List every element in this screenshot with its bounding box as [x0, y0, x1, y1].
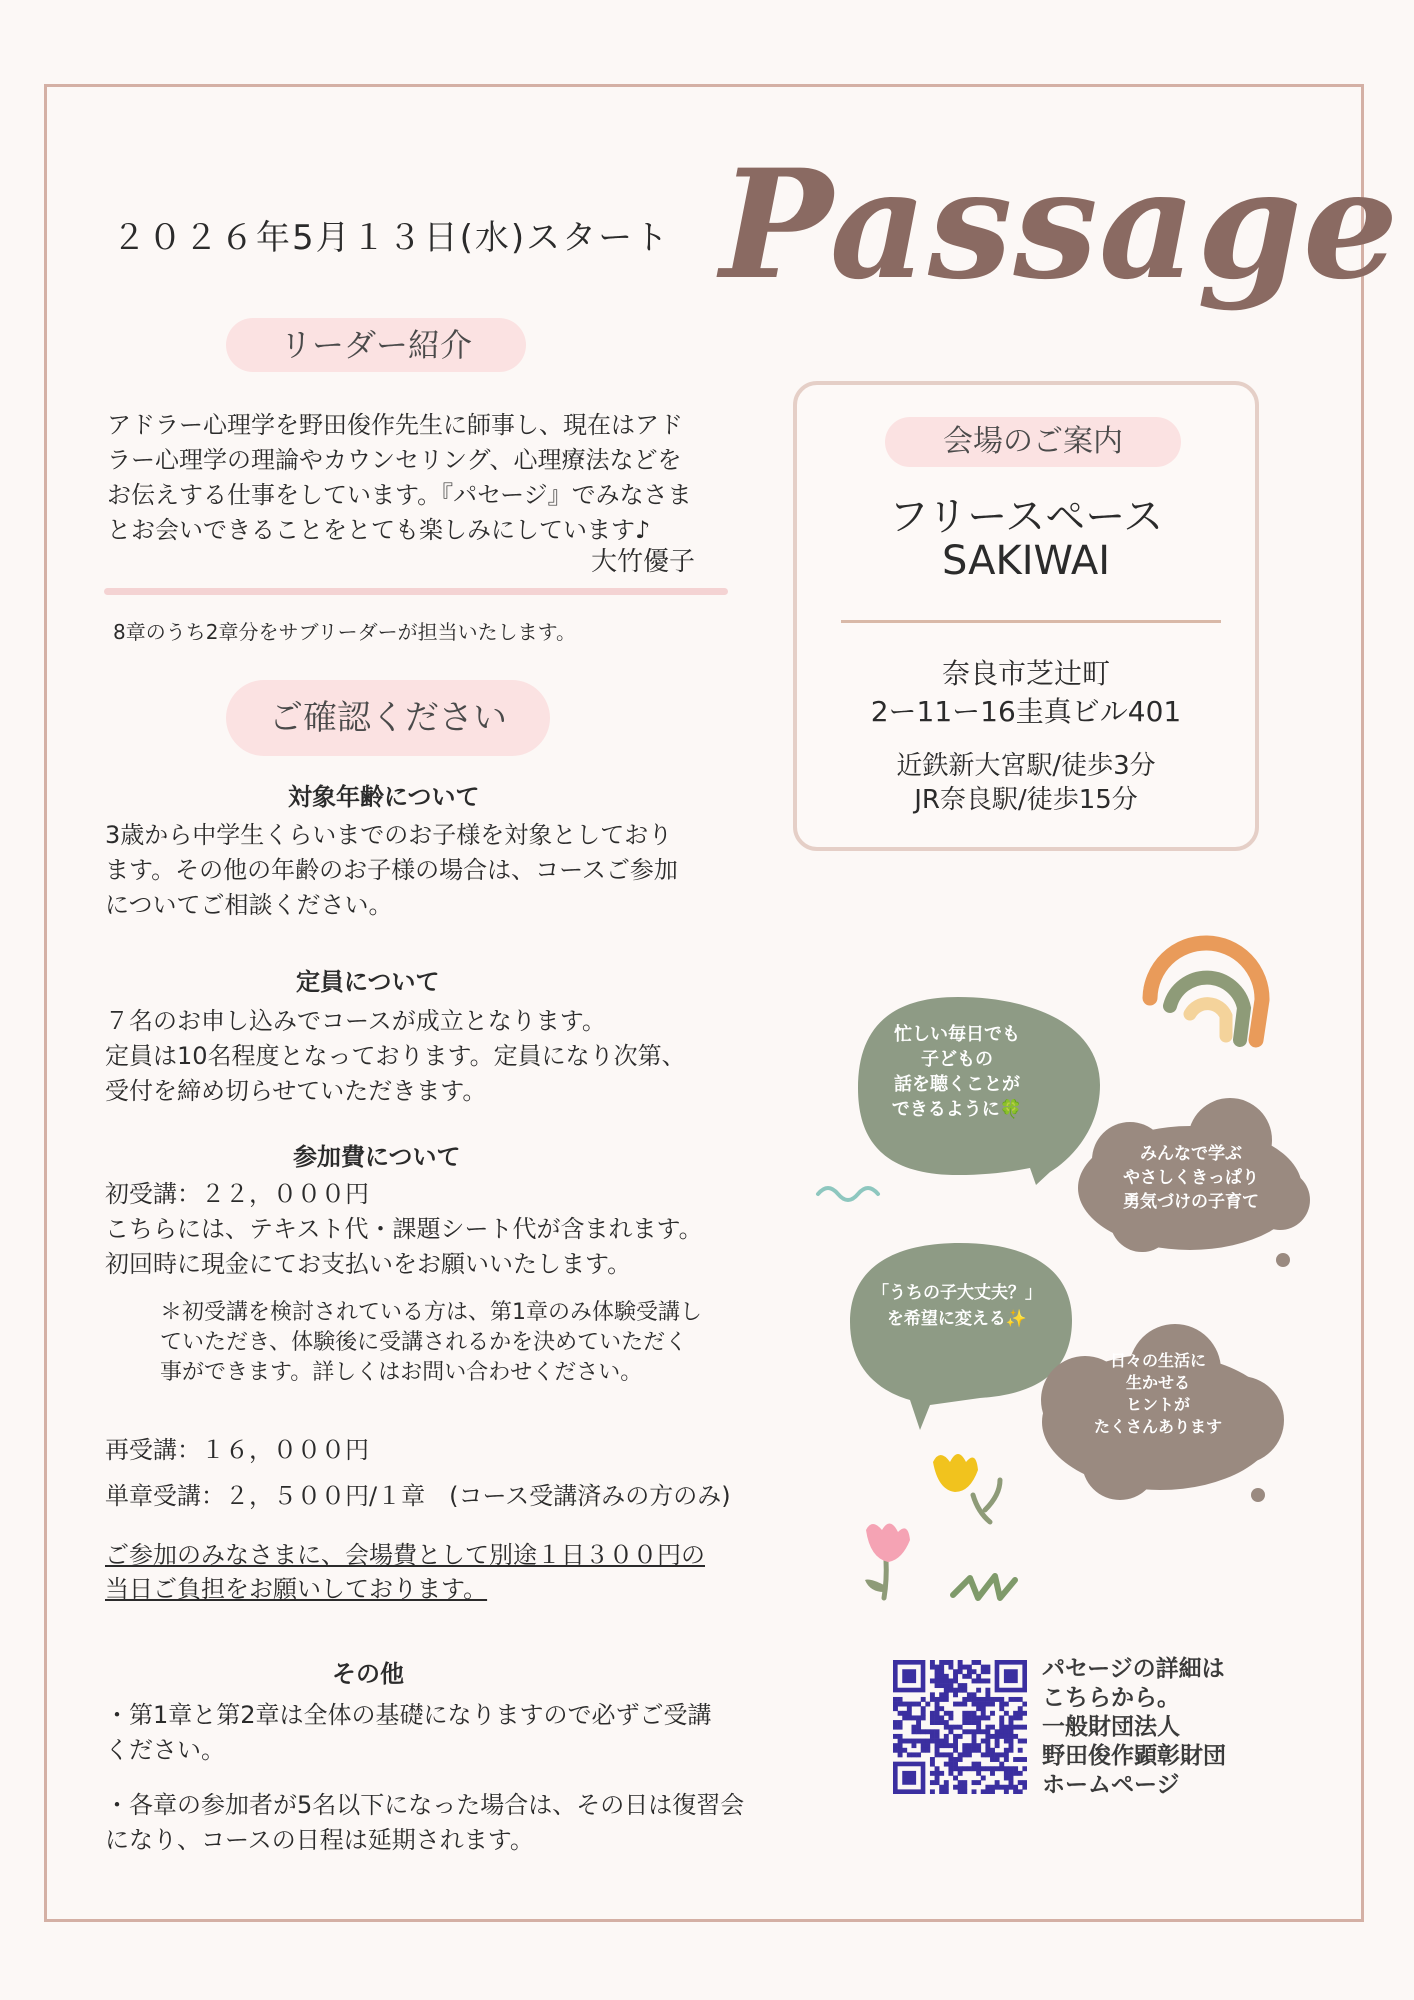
bubble-text-line: 話を聴くことが: [894, 1074, 1020, 1095]
leader-intro-line: ラー心理学の理論やカウンセリング、心理療法などを: [107, 446, 682, 474]
bubble-text-line: たくさんあります: [1093, 1417, 1222, 1436]
capacity-line: 定員は10名程度となっております。定員になり次第、: [105, 1042, 686, 1070]
bubble-text-line: 「うちの子大丈夫？」: [872, 1283, 1042, 1303]
squiggle-icon: [818, 1188, 878, 1200]
leader-intro-line: お伝えする仕事をしています。『パセージ』でみなさま: [107, 481, 692, 509]
sub-leader-note: 8章のうち2章分をサブリーダーが担当いたします。: [113, 620, 577, 644]
bubble-text-line: 忙しい毎日でも: [894, 1024, 1020, 1045]
bubble-text-line: ヒントが: [1125, 1395, 1190, 1414]
bubble-text-line: 子どもの: [921, 1049, 993, 1070]
qr-code-icon[interactable]: [893, 1660, 1027, 1794]
leader-name: 大竹優子: [591, 547, 696, 577]
bubble-text-line: みんなで学ぶ: [1140, 1144, 1242, 1164]
leader-intro-line: とお会いできることをとても楽しみにしています♪: [107, 516, 651, 544]
venue-access-line: JR奈良駅/徒歩15分: [914, 785, 1138, 815]
speech-bubble-icon: [850, 1243, 1072, 1430]
capacity-line: 受付を締め切らせていただきます。: [105, 1077, 487, 1105]
single-chapter-fee: 単章受講：２，５００円/１章 (コース受講済みの方のみ): [105, 1482, 731, 1510]
trial-note-line: ＊初受講を検討されている方は、第1章のみ体験受講し: [160, 1300, 702, 1325]
age-line: ます。その他の年齢のお子様の場合は、コースご参加: [105, 856, 678, 884]
bubble-text: [862, 1022, 1052, 1122]
venue-address-line: 2ー11ー16圭真ビル401: [870, 695, 1182, 728]
fee-heading: 参加費について: [293, 1143, 461, 1171]
page-title: Passage: [720, 137, 1400, 313]
fee-line: こちらには、テキスト代・課題シート代が含まれます。: [105, 1215, 703, 1243]
venue-name-line: SAKIWAI: [941, 538, 1111, 584]
bubble-text-line: を希望に変える✨: [886, 1309, 1028, 1329]
bubble-text: [847, 1280, 1067, 1332]
confirm-heading: ご確認ください: [226, 680, 550, 756]
venue-fee-line: ご参加のみなさまに、会場費として別途１日３００円の: [105, 1541, 705, 1569]
trial-note-line: 事ができます。詳しくはお問い合わせください。: [160, 1360, 643, 1385]
bubble-text-line: やさしくきっぱり: [1123, 1168, 1259, 1188]
venue-heading: 会場のご案内: [885, 417, 1181, 467]
bubble-text: [1086, 1142, 1296, 1214]
rainbow-icon: [1150, 943, 1262, 1040]
qr-caption-line: 一般財団法人: [1042, 1714, 1180, 1740]
fee-line: 初回時に現金にてお支払いをお願いいたします。: [105, 1250, 632, 1278]
qr-caption-line: ホームページ: [1042, 1772, 1180, 1798]
venue-access-line: 近鉄新大宮駅/徒歩3分: [896, 751, 1156, 781]
re-attend-fee: 再受講：１６，０００円: [105, 1436, 369, 1464]
qr-caption-line: 野田俊作顕彰財団: [1042, 1743, 1226, 1769]
capacity-heading: 定員について: [296, 968, 440, 996]
age-heading: 対象年齢について: [288, 783, 480, 811]
tulip-icon: [933, 1454, 1000, 1522]
trial-note-line: ていただき、体験後に受講されるかを決めていただく: [160, 1330, 688, 1355]
tulip-icon: [865, 1523, 910, 1598]
leader-heading: リーダー紹介: [226, 318, 526, 372]
start-date: ２０２６年5月１３日(水)スタート: [112, 218, 671, 258]
other-item-line: になり、コースの日程は延期されます。: [105, 1826, 534, 1854]
venue-address-line: 奈良市芝辻町: [941, 657, 1110, 690]
bubble-text-line: 生かせる: [1125, 1373, 1190, 1392]
leader-intro-line: アドラー心理学を野田俊作先生に師事し、現在はアド: [107, 411, 683, 439]
qr-caption-line: こちらから。: [1042, 1685, 1180, 1711]
fee-line: 初受講：２２，０００円: [105, 1180, 369, 1208]
venue-name-line: フリースペース: [888, 494, 1164, 540]
other-heading: その他: [332, 1660, 404, 1688]
capacity-line: ７名のお申し込みでコースが成立となります。: [105, 1007, 606, 1035]
zigzag-icon: [953, 1576, 1015, 1598]
venue-fee-line: 当日ご負担をお願いしております。: [105, 1575, 488, 1603]
other-item-line: ・各章の参加者が5名以下になった場合は、その日は復習会: [105, 1791, 745, 1819]
other-item-line: ください。: [105, 1736, 225, 1764]
qr-caption-line: パセージの詳細は: [1042, 1656, 1225, 1682]
qr-caption: [1042, 1655, 1226, 1800]
bubble-text-line: 勇気づけの子育て: [1123, 1192, 1259, 1212]
bubble-text: [1058, 1350, 1258, 1438]
age-line: についてご相談ください。: [105, 891, 393, 919]
bubble-text-line: できるように🍀: [891, 1099, 1023, 1120]
bubble-text-line: 日々の生活に: [1109, 1351, 1206, 1370]
other-item-line: ・第1章と第2章は全体の基礎になりますので必ずご受講: [105, 1701, 712, 1729]
age-line: 3歳から中学生くらいまでのお子様を対象としており: [105, 821, 673, 849]
